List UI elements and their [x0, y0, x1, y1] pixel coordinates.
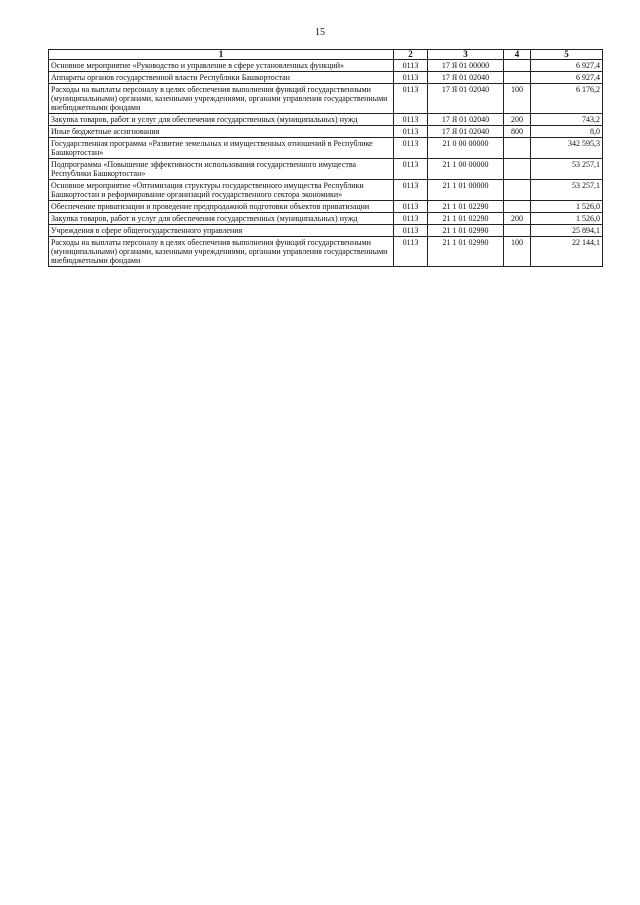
table-header-row	[49, 50, 603, 60]
row-amount: 22 144,1	[531, 237, 603, 267]
row-expense-type	[504, 60, 531, 72]
table-row	[49, 201, 603, 213]
row-section: 0113	[394, 72, 428, 84]
row-name: Расходы на выплаты персоналу в целях обеспечения выполнения функций государственными (муниципальными) органами, казенными учреждениями, органами управления государственными внебюджетными фондами	[49, 237, 394, 267]
row-target-article: 17 Я 01 02040	[428, 114, 504, 126]
row-amount: 6 927,4	[531, 72, 603, 84]
row-section: 0113	[394, 126, 428, 138]
row-expense-type	[504, 159, 531, 180]
row-name: Иные бюджетные ассигнования	[49, 126, 394, 138]
row-target-article: 17 Я 01 02040	[428, 72, 504, 84]
row-target-article: 21 1 01 02290	[428, 201, 504, 213]
row-target-article: 21 0 00 00000	[428, 138, 504, 159]
row-name: Основное мероприятие «Оптимизация структуры государственного имущества Республики Башкортостан и реформирование организаций государственного сектора экономики»	[49, 180, 394, 201]
row-name: Аппараты органов государственной власти Республики Башкортостан	[49, 72, 394, 84]
row-expense-type: 200	[504, 213, 531, 225]
table-row	[49, 114, 603, 126]
row-section: 0113	[394, 114, 428, 126]
row-section: 0113	[394, 213, 428, 225]
table-row	[49, 159, 603, 180]
table-row	[49, 180, 603, 201]
row-expense-type	[504, 201, 531, 213]
row-target-article: 21 1 01 02290	[428, 213, 504, 225]
row-section: 0113	[394, 225, 428, 237]
table-row	[49, 225, 603, 237]
row-section: 0113	[394, 138, 428, 159]
row-target-article: 21 1 01 02990	[428, 225, 504, 237]
row-expense-type	[504, 180, 531, 201]
row-name: Основное мероприятие «Руководство и управление в сфере установленных функций»	[49, 60, 394, 72]
row-expense-type: 100	[504, 237, 531, 267]
row-name: Закупка товаров, работ и услуг для обеспечения государственных (муниципальных) нужд	[49, 114, 394, 126]
row-name: Закупка товаров, работ и услуг для обеспечения государственных (муниципальных) нужд	[49, 213, 394, 225]
row-amount: 6 176,2	[531, 84, 603, 114]
page-number: 15	[315, 27, 325, 38]
table-row	[49, 126, 603, 138]
row-name: Государственная программа «Развитие земельных и имущественных отношений в Республике Башкортостан»	[49, 138, 394, 159]
budget-table	[48, 49, 603, 267]
header-col-5: 5	[531, 50, 603, 60]
table-row	[49, 72, 603, 84]
header-col-1: 1	[49, 50, 394, 60]
row-target-article: 17 Я 01 02040	[428, 84, 504, 114]
header-col-2: 2	[394, 50, 428, 60]
row-section: 0113	[394, 159, 428, 180]
row-target-article: 17 Я 01 00000	[428, 60, 504, 72]
row-name: Расходы на выплаты персоналу в целях обеспечения выполнения функций государственными (муниципальными) органами, казенными учреждениями, органами управления государственными внебюджетными фондами	[49, 84, 394, 114]
table-row	[49, 213, 603, 225]
row-name: Обеспечение приватизации и проведение предпродажной подготовки объектов приватизации	[49, 201, 394, 213]
row-target-article: 21 1 01 02990	[428, 237, 504, 267]
row-expense-type	[504, 225, 531, 237]
row-amount: 25 894,1	[531, 225, 603, 237]
row-amount: 6 927,4	[531, 60, 603, 72]
row-section: 0113	[394, 60, 428, 72]
header-col-4: 4	[504, 50, 531, 60]
row-expense-type: 800	[504, 126, 531, 138]
row-section: 0113	[394, 237, 428, 267]
row-expense-type: 100	[504, 84, 531, 114]
row-amount: 342 595,3	[531, 138, 603, 159]
row-expense-type	[504, 72, 531, 84]
row-target-article: 17 Я 01 02040	[428, 126, 504, 138]
row-section: 0113	[394, 180, 428, 201]
row-amount: 1 526,0	[531, 213, 603, 225]
row-amount: 53 257,1	[531, 159, 603, 180]
row-section: 0113	[394, 201, 428, 213]
row-amount: 8,0	[531, 126, 603, 138]
row-amount: 743,2	[531, 114, 603, 126]
row-section: 0113	[394, 84, 428, 114]
row-expense-type: 200	[504, 114, 531, 126]
table-row	[49, 237, 603, 267]
row-target-article: 21 1 01 00000	[428, 180, 504, 201]
table-row	[49, 60, 603, 72]
row-amount: 53 257,1	[531, 180, 603, 201]
row-name: Учреждения в сфере общегосударственного управления	[49, 225, 394, 237]
row-target-article: 21 1 00 00000	[428, 159, 504, 180]
row-name: Подпрограмма «Повышение эффективности использования государственного имущества Республики Башкортостан»	[49, 159, 394, 180]
table-row	[49, 138, 603, 159]
row-expense-type	[504, 138, 531, 159]
row-amount: 1 526,0	[531, 201, 603, 213]
header-col-3: 3	[428, 50, 504, 60]
table-row	[49, 84, 603, 114]
